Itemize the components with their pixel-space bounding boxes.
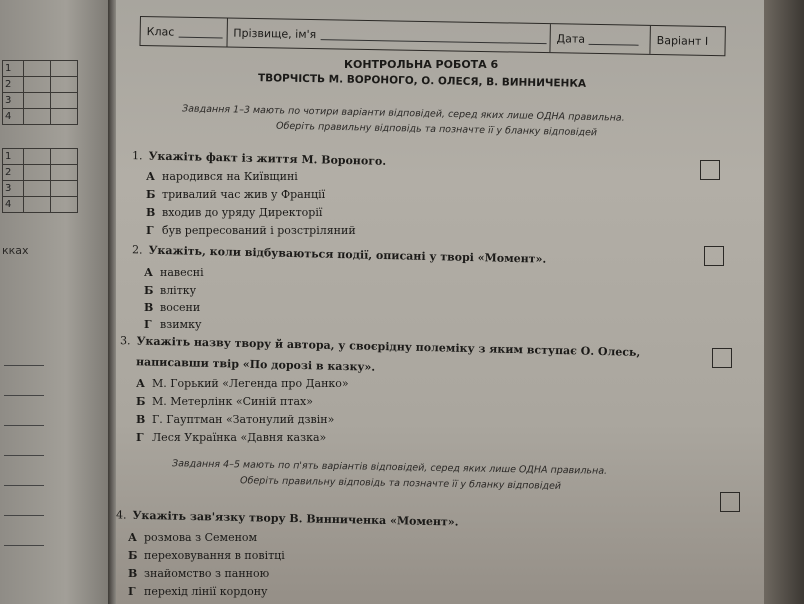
option: В восени xyxy=(144,301,201,314)
option: А народився на Київщині xyxy=(146,170,298,183)
page-fold xyxy=(108,0,116,604)
page-subtitle: ТВОРЧІСТЬ М. ВОРОНОГО, О. ОЛЕСЯ, В. ВИННИЧЕНКА xyxy=(257,72,587,90)
question-1: 1. Укажіть факт із життя М. Вороного. xyxy=(131,149,387,168)
question-3: 3. Укажіть назву твору й автора, у своєрідну полеміку з яким вступає О. Олесь, xyxy=(119,334,641,359)
grid-cell: 4 xyxy=(3,109,24,125)
grid-cell: 3 xyxy=(3,181,24,197)
answer-checkbox-1[interactable] xyxy=(700,160,720,180)
grid-cell: 2 xyxy=(3,165,24,181)
instructions-line: Оберіть правильну відповідь та позначте її у бланку відповідей xyxy=(275,120,598,139)
option: Б влітку xyxy=(144,284,197,297)
option: Г був репресований і розстріляний xyxy=(146,224,356,237)
divider xyxy=(4,425,44,426)
question-3-continued: написавши твір «По дорозі в казку». xyxy=(135,355,376,374)
option: В Г. Гауптман «Затонулий дзвін» xyxy=(136,413,335,426)
option: В знайомство з панною xyxy=(128,567,270,580)
divider xyxy=(4,455,44,456)
student-info-header xyxy=(139,16,725,56)
answer-checkbox-3[interactable] xyxy=(712,348,732,368)
option: А М. Горький «Легенда про Данко» xyxy=(136,377,349,390)
answer-checkbox-2[interactable] xyxy=(704,246,724,266)
answer-grid-bottom xyxy=(2,148,78,213)
divider xyxy=(4,545,44,546)
option: Б переховування в повітці xyxy=(128,549,285,562)
grid-cell: 2 xyxy=(3,77,24,93)
answer-grid-top xyxy=(2,60,78,125)
divider xyxy=(4,395,44,396)
left-page-word: кках xyxy=(2,244,29,257)
worksheet-page xyxy=(108,0,768,604)
instructions-line: Завдання 4–5 мають по п'ять варіантів відповідей, серед яких лише ОДНА правильна. xyxy=(171,458,608,477)
date-field[interactable]: Дата xyxy=(550,24,651,54)
divider xyxy=(4,485,44,486)
option: Б М. Метерлінк «Синій птах» xyxy=(136,395,313,408)
question-4: 4. Укажіть зав'язку твору В. Винниченка «Момент». xyxy=(115,508,459,529)
instructions-line: Оберіть правильну відповідь та позначте її у бланку відповідей xyxy=(239,475,562,492)
option: А навесні xyxy=(144,266,204,279)
option: Г перехід лінії кордону xyxy=(128,585,268,598)
question-2: 2. Укажіть, коли відбуваються події, описані у творі «Момент». xyxy=(131,243,547,266)
option: Г взимку xyxy=(144,318,202,331)
option: А розмова з Семеном xyxy=(128,531,258,544)
grid-cell: 4 xyxy=(3,197,24,213)
option: Б тривалий час жив у Франції xyxy=(146,188,326,201)
option: В входив до уряду Директорії xyxy=(146,206,323,219)
page-title: КОНТРОЛЬНА РОБОТА 6 xyxy=(344,58,499,71)
divider xyxy=(4,365,44,366)
divider xyxy=(4,515,44,516)
answer-checkbox-4[interactable] xyxy=(720,492,740,512)
option: Г Леся Українка «Давня казка» xyxy=(136,431,327,444)
grid-cell: 1 xyxy=(3,149,24,165)
left-page xyxy=(0,0,110,604)
class-field[interactable]: Клас xyxy=(140,17,227,47)
instructions-line: Завдання 1–3 мають по чотири варіанти відповідей, серед яких лише ОДНА правильна. xyxy=(181,103,625,124)
grid-cell: 1 xyxy=(3,61,24,77)
background-edge xyxy=(764,0,804,604)
grid-cell: 3 xyxy=(3,93,24,109)
variant-label: Варіант І xyxy=(656,33,709,48)
name-field[interactable]: Прізвище, ім'я xyxy=(227,19,551,53)
